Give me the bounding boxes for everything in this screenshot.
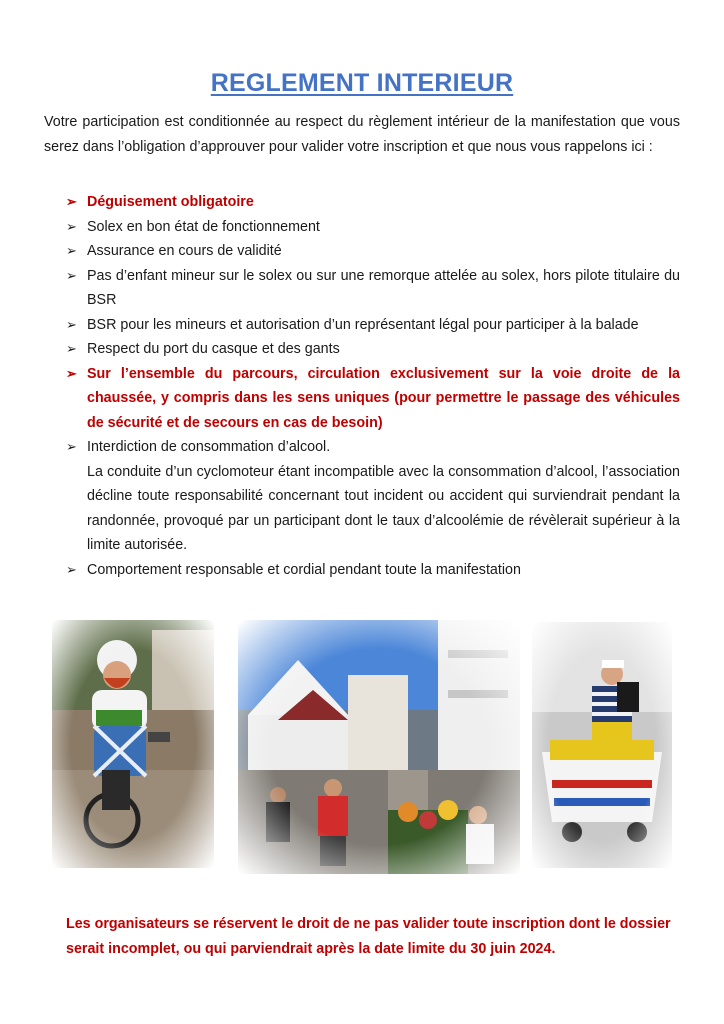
arrow-bullet-icon: ➢ — [66, 267, 77, 283]
rule-item — [66, 435, 680, 558]
rule-text: Comportement responsable et cordial pendant toute la manifestation — [87, 561, 521, 578]
rule-text: Solex en bon état de fonctionnement — [87, 218, 320, 235]
rule-detail: La conduite d’un cyclomoteur étant incompatible avec la consommation d’alcool, l’association décline toute responsabilité concernant tout incident ou accident qui surviendrait pendant la randonnée, provoqué par un participant dont le taux d’alcoolémie de révèlerait supérieur à la limite autorisée. — [87, 463, 680, 553]
rule-item — [66, 337, 680, 362]
rule-item — [66, 239, 680, 264]
arrow-bullet-icon: ➢ — [66, 243, 77, 258]
footer-notice: Les organisateurs se réservent le droit de ne pas valider toute inscription dont le dossier serait incomplet, ou qui parviendrait après la date limite du 30 juin 2024. — [66, 916, 671, 957]
rule-item — [66, 264, 680, 313]
photo-boat-costume — [532, 622, 672, 868]
rule-text: Sur l’ensemble du parcours, circulation exclusivement sur la voie droite de la chaussée, y compris dans les sens uniques (pour permettre le passage des véhicules de sécurité et de secours en cas de besoin) — [87, 365, 680, 431]
rule-item — [66, 215, 680, 240]
rule-text: Respect du port du casque et des gants — [87, 341, 340, 357]
photo-costumed-rider — [52, 620, 214, 868]
arrow-bullet-icon: ➢ — [66, 439, 77, 454]
arrow-bullet-icon: ➢ — [66, 561, 77, 577]
rules-list — [66, 190, 680, 582]
photo-street-crowd — [238, 620, 520, 874]
arrow-bullet-icon: ➢ — [66, 365, 77, 381]
rule-item — [66, 190, 680, 215]
rule-text: Déguisement obligatoire — [87, 194, 254, 210]
rule-text: Assurance en cours de validité — [87, 243, 282, 259]
rule-item — [66, 313, 680, 338]
intro-paragraph: Votre participation est conditionnée au respect du règlement intérieur de la manifestation que vous serez dans l’obligation d’approuver pour valider votre inscription et que nous vous rappelons ici : — [44, 114, 680, 155]
rule-item — [66, 362, 680, 436]
arrow-bullet-icon: ➢ — [66, 341, 77, 356]
rule-text: Pas d’enfant mineur sur le solex ou sur une remorque attelée au solex, hors pilote titulaire du BSR — [87, 267, 680, 308]
rule-item — [66, 558, 680, 583]
page-title: REGLEMENT INTERIEUR — [210, 68, 514, 97]
arrow-bullet-icon: ➢ — [66, 218, 77, 234]
rule-text: BSR pour les mineurs et autorisation d’un représentant légal pour participer à la balade — [87, 316, 639, 333]
arrow-bullet-icon: ➢ — [66, 316, 77, 332]
arrow-bullet-icon: ➢ — [66, 194, 77, 209]
rule-text: Interdiction de consommation d’alcool. — [87, 439, 331, 455]
